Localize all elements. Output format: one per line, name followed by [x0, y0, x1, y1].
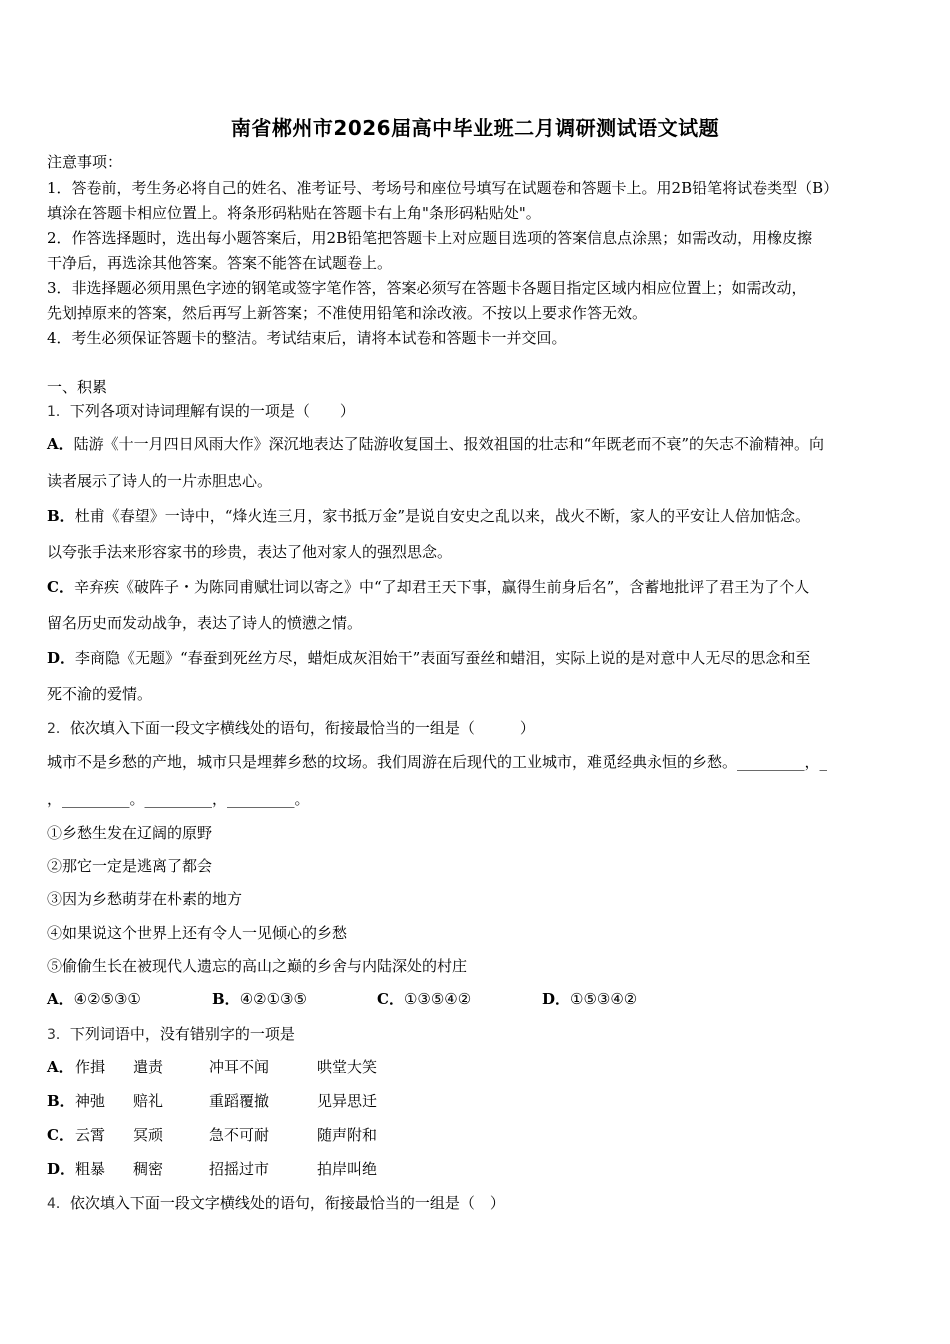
- option-text: 陆游《十一月四日风雨大作》深沉地表达了陆游收复国土、报效祖国的壮志和“年既老而不衰”的矢志不渝精神。向: [73, 435, 824, 453]
- word: 拍岸叫绝: [317, 1160, 378, 1178]
- list-item: ③因为乡愁萌芽在朴素的地方: [47, 890, 243, 908]
- question-4: [47, 1193, 907, 1214]
- list-item: ①乡愁生发在辽阔的原野: [47, 824, 213, 842]
- notice-heading: 注意事项：: [47, 153, 123, 171]
- question-2: [47, 718, 907, 739]
- question-stem: 下列词语中，没有错别字的一项是: [69, 1025, 295, 1043]
- choice-a: A．④②⑤③①: [47, 990, 141, 1008]
- word: 随声附和: [317, 1126, 378, 1144]
- page-title: 南省郴州市2026届高中毕业班二月调研测试语文试题: [230, 116, 720, 140]
- word: 冥顽: [133, 1126, 164, 1144]
- word: 神弛: [75, 1092, 106, 1110]
- word-row-c: [47, 1125, 907, 1145]
- notice-line: 2．作答选择题时，选出每小题答案后，用2B铅笔把答题卡上对应题目选项的答案信息点涂黑；如需改动，用橡皮擦: [47, 229, 813, 247]
- choice-d: D．①⑤③④②: [542, 990, 638, 1008]
- word: 冲耳不闻: [209, 1058, 270, 1076]
- option-a-line2: 读者展示了诗人的一片赤胆忠心。: [47, 472, 273, 490]
- row-label: C．: [47, 1126, 74, 1144]
- row-label: A．: [47, 1058, 74, 1076]
- word-row-d: [47, 1159, 907, 1179]
- question-stem: 下列各项对诗词理解有误的一项是（ ）: [69, 402, 355, 420]
- choice-row: [47, 989, 907, 1009]
- question-3: [47, 1024, 907, 1045]
- word: 招摇过市: [209, 1160, 270, 1178]
- option-text: 李商隐《无题》“春蚕到死丝方尽，蜡炬成灰泪始干”表面写蚕丝和蜡泪，实际上说的是对意中人无尽的思念和至: [75, 649, 811, 667]
- word: 哄堂大笑: [317, 1058, 378, 1076]
- option-c-line1: [47, 577, 907, 597]
- choice-b: B．④②①③⑤: [212, 990, 307, 1008]
- section-heading: 一、积累: [47, 378, 108, 396]
- list-item: ②那它一定是逃离了都会: [47, 857, 213, 875]
- option-label: B．: [47, 507, 75, 525]
- question-1: [47, 401, 907, 422]
- word: 急不可耐: [209, 1126, 270, 1144]
- option-label: A．: [47, 435, 74, 453]
- option-d-line2: 死不渝的爱情。: [47, 685, 153, 703]
- word: 作揖: [75, 1058, 106, 1076]
- notice-line: 干净后，再选涂其他答案。答案不能答在试题卷上。: [47, 254, 393, 272]
- question-number: 3．: [47, 1027, 70, 1043]
- question-number: 4．: [47, 1196, 70, 1212]
- word: 重蹈覆撤: [209, 1092, 270, 1110]
- passage-line: 城市不是乡愁的产地，城市只是埋葬乡愁的坟场。我们周游在后现代的工业城市，难觅经典永恒的乡愁。_________，_: [47, 753, 828, 771]
- list-item: ④如果说这个世界上还有令人一见倾心的乡愁: [47, 924, 348, 942]
- notice-line: 4．考生必须保证答题卡的整洁。考试结束后，请将本试卷和答题卡一并交回。: [47, 329, 567, 347]
- notice-line: 1．答卷前，考生务必将自己的姓名、准考证号、考场号和座位号填写在试题卷和答题卡上。用2B铅笔将试卷类型（B）: [47, 179, 839, 197]
- option-label: C．: [47, 578, 74, 596]
- word: 稠密: [133, 1160, 164, 1178]
- word: 云霄: [75, 1126, 106, 1144]
- option-b-line2: 以夸张手法来形容家书的珍贵，表达了他对家人的强烈思念。: [47, 543, 453, 561]
- option-b-line1: [47, 506, 907, 526]
- word-row-b: [47, 1091, 907, 1111]
- notice-line: 先划掉原来的答案，然后再写上新答案；不准使用铅笔和涂改液。不按以上要求作答无效。: [47, 304, 648, 322]
- word: 粗暴: [75, 1160, 106, 1178]
- word-row-a: [47, 1057, 907, 1077]
- option-c-line2: 留名历史而发动战争，表达了诗人的愤懑之情。: [47, 614, 363, 632]
- row-label: D．: [47, 1160, 76, 1178]
- passage-line: ，_________。_________，_________。: [47, 790, 310, 808]
- word: 见异思迁: [317, 1092, 378, 1110]
- notice-line: 填涂在答题卡相应位置上。将条形码粘贴在答题卡右上角"条形码粘贴处"。: [47, 204, 541, 222]
- question-stem: 依次填入下面一段文字横线处的语句，衔接最恰当的一组是（ ）: [69, 719, 535, 737]
- option-d-line1: [47, 648, 907, 668]
- row-label: B．: [47, 1092, 75, 1110]
- option-label: D．: [47, 649, 76, 667]
- option-text: 杜甫《春望》一诗中，“烽火连三月，家书抵万金”是说自安史之乱以来，战火不断，家人的平安让人倍加惦念。: [74, 507, 811, 525]
- option-a-line1: [47, 434, 907, 454]
- question-number: 1．: [47, 404, 70, 420]
- word: 赔礼: [133, 1092, 164, 1110]
- choice-c: C．①③⑤④②: [377, 990, 472, 1008]
- question-number: 2．: [47, 721, 70, 737]
- list-item: ⑤偷偷生长在被现代人遗忘的高山之巅的乡舍与内陆深处的村庄: [47, 957, 468, 975]
- word: 遣责: [133, 1058, 164, 1076]
- notice-line: 3．非选择题必须用黑色字迹的钢笔或签字笔作答，答案必须写在答题卡各题目指定区域内相应位置上；如需改动，: [47, 279, 807, 297]
- option-text: 辛弃疾《破阵子・为陈同甫赋壮词以寄之》中“了却君王天下事，赢得生前身后名”，含蓄地批评了君王为了个人: [73, 578, 810, 596]
- question-stem: 依次填入下面一段文字横线处的语句，衔接最恰当的一组是（ ）: [69, 1194, 505, 1212]
